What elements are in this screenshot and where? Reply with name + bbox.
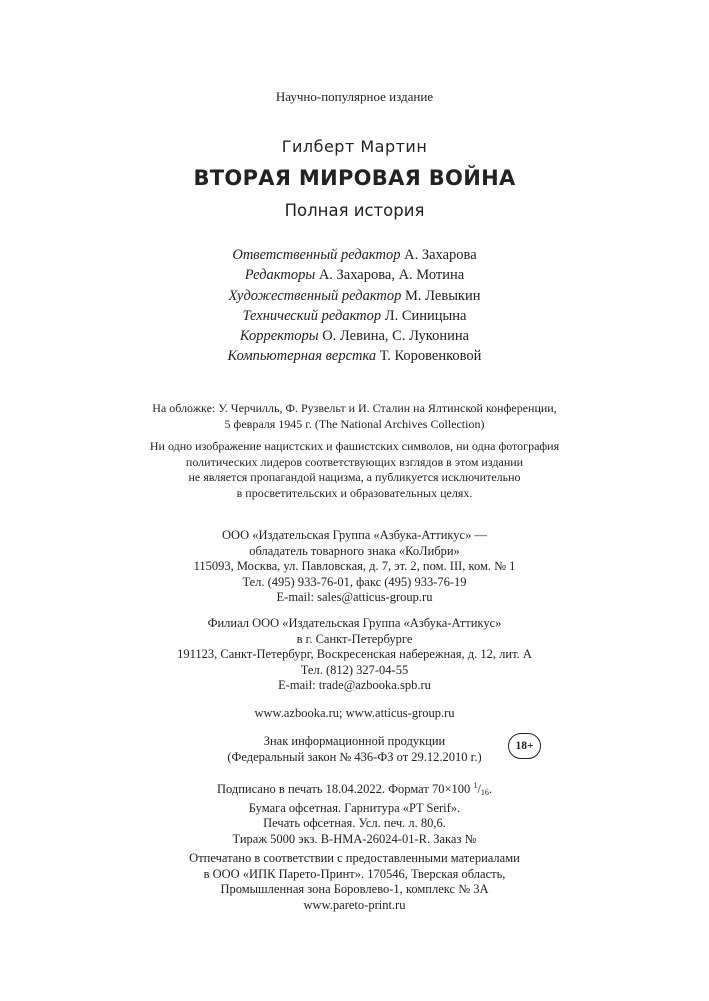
publisher-info xyxy=(0,528,709,606)
print-info xyxy=(0,778,709,847)
printer-info xyxy=(0,851,709,913)
credit-line xyxy=(0,286,709,306)
text-line: . xyxy=(488,782,493,796)
credit-name: А. Захарова xyxy=(404,247,477,263)
text-line: Тел. (495) 933-76-01, факс (495) 933-76-19 xyxy=(242,574,467,589)
text-line: (Федеральный закон № 436-ФЗ от 29.12.2010 г.) xyxy=(227,749,482,764)
print-format-line: Подписано в печать 18.04.2022. Формат 70×100 $^1/_{16}$. xyxy=(216,781,493,797)
text-line: Промышленная зона Боровлево-1, комплекс № 3А xyxy=(220,882,489,896)
disclaimer xyxy=(0,439,709,501)
credit-role: Корректоры xyxy=(239,328,319,345)
text-line: Ни одно изображение нацистских и фашистских символов, ни одна фотография xyxy=(149,439,560,453)
text-line: обладатель товарного знака «КоЛибри» xyxy=(249,543,460,558)
text-line: в г. Санкт-Петербурге xyxy=(296,631,413,646)
websites: www.azbooka.ru; www.atticus-group.ru xyxy=(254,706,455,720)
text-line: не является пропагандой нацизма, а публикуется исключительно xyxy=(188,470,521,484)
format-denominator: 16 xyxy=(480,788,489,797)
text-line: в ООО «ИПК Парето-Принт». 170546, Тверская область, xyxy=(203,866,506,881)
credit-role: Редакторы xyxy=(244,267,316,284)
info-sign xyxy=(0,734,709,765)
text-line: 115093, Москва, ул. Павловская, д. 7, эт. 2, пом. III, ком. № 1 xyxy=(193,559,516,573)
credit-name: Л. Синицына xyxy=(384,307,467,324)
text-line: ООО «Издательская Группа «Азбука-Аттикус» — xyxy=(222,528,487,542)
credit-line xyxy=(0,346,709,366)
book-title: ВТОРАЯ МИРОВАЯ ВОЙНА xyxy=(193,166,516,190)
text-line: Отпечатано в соответствии с предоставленными материалами xyxy=(189,851,520,865)
credit-name: О. Левина, С. Луконина xyxy=(322,328,470,345)
text-line: На обложке: У. Черчилль, Ф. Рузвельт и И. Сталин на Ялтинской конференции, xyxy=(152,401,557,415)
text-line: Филиал ООО «Издательская Группа «Азбука-Аттикус» xyxy=(207,616,502,630)
text-line: Тираж 5000 экз. B-HMA-26024-01-R. Заказ № xyxy=(232,831,477,846)
branch-info xyxy=(0,616,709,694)
text-line: Бумага офсетная. Гарнитура «PT Serif». xyxy=(248,800,461,815)
text-line: Печать офсетная. Усл. печ. л. 80,6. xyxy=(263,816,446,830)
text-line: Тел. (812) 327-04-55 xyxy=(300,662,409,677)
credit-role: Компьютерная верстка xyxy=(227,348,377,365)
cover-note xyxy=(0,401,709,432)
text-line: в просветительских и образовательных целях. xyxy=(236,485,473,500)
text-line: Подписано в печать 18.04.2022. Формат 70×100 xyxy=(216,782,471,796)
text-line: Знак информационной продукции xyxy=(263,734,446,748)
credit-role: Художественный редактор xyxy=(228,287,402,304)
credit-line xyxy=(0,306,709,326)
age-rating-badge: 18+ xyxy=(508,733,541,759)
credit-name: М. Левыкин xyxy=(405,287,481,304)
credits-block xyxy=(0,245,709,367)
credit-name: А. Захарова, А. Мотина xyxy=(318,267,465,284)
credit-role: Ответственный редактор xyxy=(232,247,401,263)
format-numerator: 1 xyxy=(473,781,478,790)
credit-line xyxy=(0,326,709,346)
publisher-email: E-mail: sales@atticus-group.ru xyxy=(276,590,433,604)
printer-website: www.pareto-print.ru xyxy=(303,897,406,912)
credit-name: Т. Коровенковой xyxy=(379,348,482,365)
credit-role: Технический редактор xyxy=(242,307,382,324)
book-subtitle: Полная история xyxy=(284,201,425,220)
credit-line xyxy=(0,245,709,265)
credit-line xyxy=(0,265,709,285)
text-line: 191123, Санкт-Петербург, Воскресенская набережная, д. 12, лит. А xyxy=(177,647,532,661)
text-line: политических лидеров соответствующих взглядов в этом издании xyxy=(185,454,524,469)
edition-type: Научно-популярное издание xyxy=(275,89,434,104)
author-name: Гилберт Мартин xyxy=(281,137,428,156)
text-line: 5 февраля 1945 г. (The National Archives Collection) xyxy=(224,416,485,431)
branch-email: E-mail: trade@azbooka.spb.ru xyxy=(278,678,431,692)
